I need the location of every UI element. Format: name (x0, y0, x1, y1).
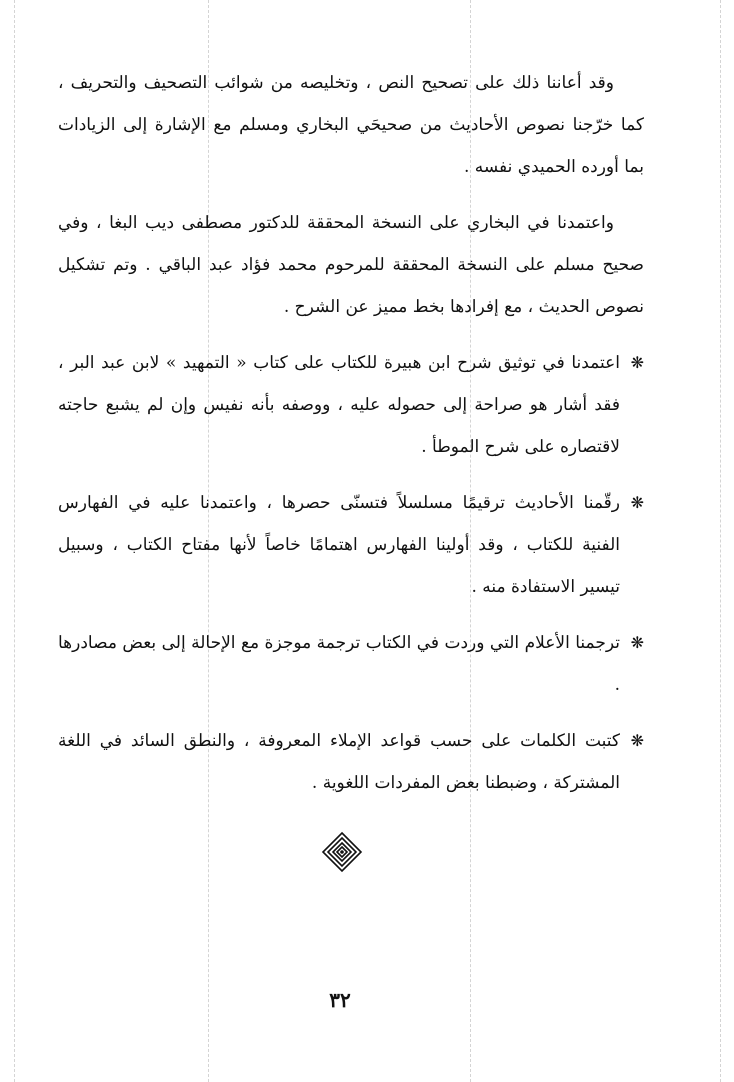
diamond-ornament-icon (320, 830, 364, 874)
scan-guide-line (14, 0, 15, 1082)
list-item-text: ترجمنا الأعلام التي وردت في الكتاب ترجمة موجزة مع الإحالة إلى بعض مصادرها . (58, 633, 620, 695)
list-item-text: كتبت الكلمات على حسب قواعد الإملاء المعروفة ، والنطق السائد في اللغة المشتركة ، وضبطنا بعض المفردات اللغوية . (58, 731, 620, 793)
list-item-text: رقّمنا الأحاديث ترقيمًا مسلسلاً فتسنّى حصرها ، واعتمدنا عليه في الفهارس الفنية للكتاب ، وقد أولينا الفهارس اهتمامًا خاصاً لأنها مفتاح الكتاب ، وسبيل تيسير الاستفادة منه . (58, 493, 620, 597)
flower-bullet-icon: ❋ (630, 493, 644, 512)
list-item-biographies (58, 622, 644, 706)
list-item-text: اعتمدنا في توثيق شرح ابن هبيرة للكتاب على كتاب « التمهيد » لابن عبد البر ، فقد أشار هو صراحة إلى حصوله عليه ، ووصفه بأنه نفيس وإن لم يشبع حاجته لاقتصاره على شرح الموطأ . (58, 353, 620, 457)
page-number: ٣٢ (329, 988, 351, 1012)
paragraph-sources: واعتمدنا في البخاري على النسخة المحققة للدكتور مصطفى ديب البغا ، وفي صحيح مسلم على النسخة المحققة للمرحوم محمد فؤاد عبد الباقي . وتم تشكيل نصوص الحديث ، مع إفرادها بخط مميز عن الشرح . (58, 213, 644, 317)
list-item-tamhid (58, 342, 644, 468)
scan-guide-line (720, 0, 721, 1082)
flower-bullet-icon: ❋ (630, 633, 644, 652)
flower-bullet-icon: ❋ (630, 353, 644, 372)
page-body (58, 62, 644, 818)
list-item-spelling (58, 720, 644, 804)
list-item-numbering (58, 482, 644, 608)
flower-bullet-icon: ❋ (630, 731, 644, 750)
paragraph-text-correction: وقد أعاننا ذلك على تصحيح النص ، وتخليصه من شوائب التصحيف والتحريف ، كما خرّجنا نصوص الأحاديث من صحيحَي البخاري ومسلم مع الإشارة إلى الزيادات بما أورده الحميدي نفسه . (58, 73, 644, 177)
